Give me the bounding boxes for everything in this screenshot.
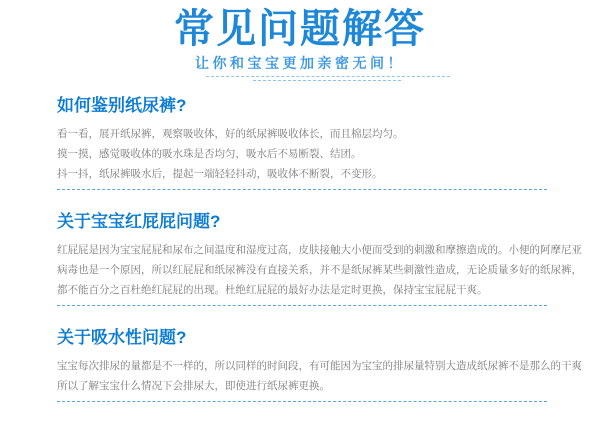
decor-dashed-line-short xyxy=(253,80,401,81)
section-heading: 关于吸水性问题? xyxy=(57,328,187,347)
dashed-separator xyxy=(57,189,547,190)
section-body xyxy=(57,240,582,300)
body-line: 摸一摸，感觉吸收体的吸水珠是否均匀，吸水后不易断裂、结团。 xyxy=(57,148,362,160)
decor-dashed-line-long xyxy=(206,76,450,77)
body-line: 红屁屁是因为宝宝屁屁和尿布之间温度和湿度过高，皮肤接触大小便而受到的刺激和摩擦造成的。小便的阿摩尼亚 xyxy=(57,244,582,256)
page-title: 常见问题解答 xyxy=(174,7,426,51)
body-line: 看一看，展开纸尿裤，观察吸收体，好的纸尿裤吸收体长，而且棉层均匀。 xyxy=(57,128,404,140)
faq-section-absorbency xyxy=(57,328,582,402)
section-heading: 如何鉴别纸尿裤? xyxy=(57,96,187,115)
page-subtitle: 让你和宝宝更加亲密无间！ xyxy=(195,55,405,71)
body-line: 病毒也是一个原因，所以红屁屁和纸尿裤没有直接关系，并不是纸尿裤某些刺激性造成，无论质量多好的纸尿裤， xyxy=(57,264,582,276)
body-line: 抖一抖，纸尿裤吸水后，提起一端轻轻抖动，吸收体不断裂，不变形。 xyxy=(57,168,383,180)
body-line: 所以了解宝宝什么情况下会排尿大，即使进行纸尿裤更换。 xyxy=(57,380,330,392)
faq-content xyxy=(57,96,582,402)
page-header xyxy=(0,0,600,81)
dashed-separator xyxy=(57,305,547,306)
body-line: 都不能百分之百杜绝红屁屁的出现。杜绝红屁屁的最好办法是定时更换，保持宝宝屁屁干爽。 xyxy=(57,284,488,296)
section-heading: 关于宝宝红屁屁问题? xyxy=(57,212,221,231)
faq-section-red-bottom xyxy=(57,212,582,306)
faq-section-identify-diapers xyxy=(57,96,569,190)
dashed-separator xyxy=(57,401,547,402)
body-line: 宝宝每次排尿的量都是不一样的，所以同样的时间段，有可能因为宝宝的排尿量特别大造成纸尿裤不是那么的干爽 xyxy=(57,360,582,372)
section-body xyxy=(57,124,569,184)
section-body xyxy=(57,356,582,396)
